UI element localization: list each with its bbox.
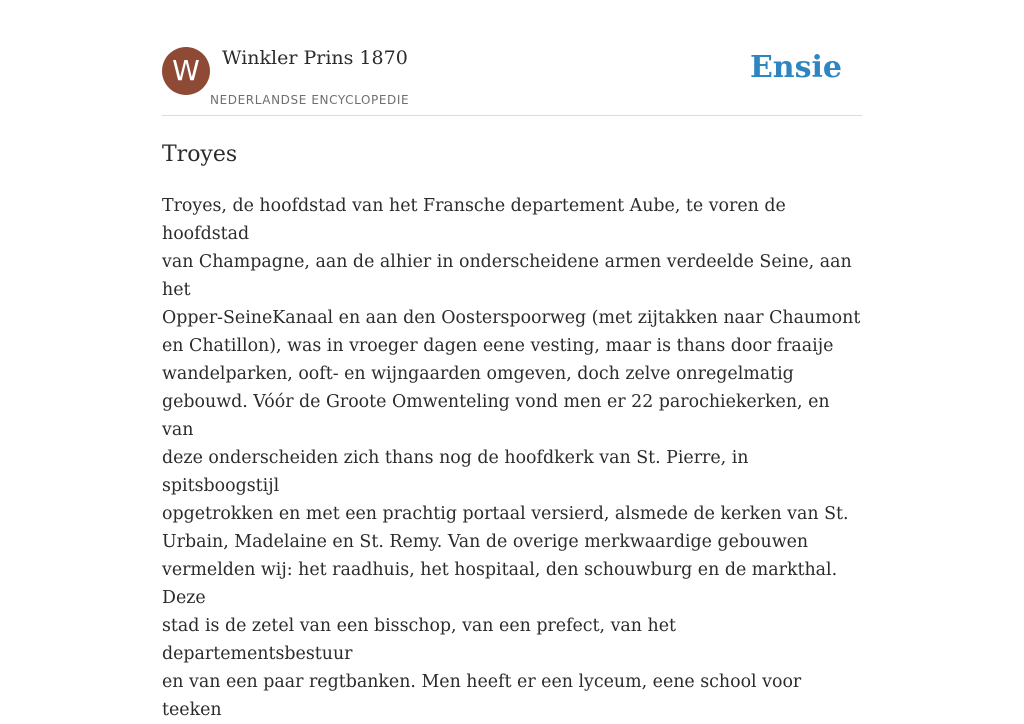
header-divider [162, 115, 862, 116]
source-avatar[interactable]: W [162, 47, 210, 95]
source-subtitle: NEDERLANDSE ENCYCLOPEDIE [210, 93, 410, 107]
source-title[interactable]: Winkler Prins 1870 [222, 47, 408, 69]
entry-body: Troyes, de hoofdstad van het Fransche departement Aube, te voren de hoofdstad van Champagne, aan de alhier in onderscheidene armen verdeelde Seine, aan het Opper-SeineKanaal en aan den Oosterspoorweg (met zijtakken naar Chaumont en Chatillon), was in vroeger dagen eene vesting, maar is thans door fraaije wandelparken, ooft- en wijngaarden omgeven, doch zelve onregelmatig gebouwd. Vóór de Groote Omwenteling vond men er 22 parochiekerken, en van deze onderscheiden zich thans nog de hoofdkerk van St. Pierre, in spitsboogstijl opgetrokken en met een prachtig portaal versierd, alsmede de kerken van St. Urbain, Madelaine en St. Remy. Van de overige merkwaardige gebouwen vermelden wij: het raadhuis, het hospitaal, den schouwburg en de markthal. Deze stad is de zetel van een bisschop, van een prefect, van het departementsbestuur en van een paar regtbanken. Men heeft er een lyceum, eene school voor teeken [162, 196, 861, 720]
article-page [162, 0, 862, 720]
entry-title: Troyes [162, 142, 238, 167]
brand-logo[interactable]: Ensie [749, 50, 842, 85]
